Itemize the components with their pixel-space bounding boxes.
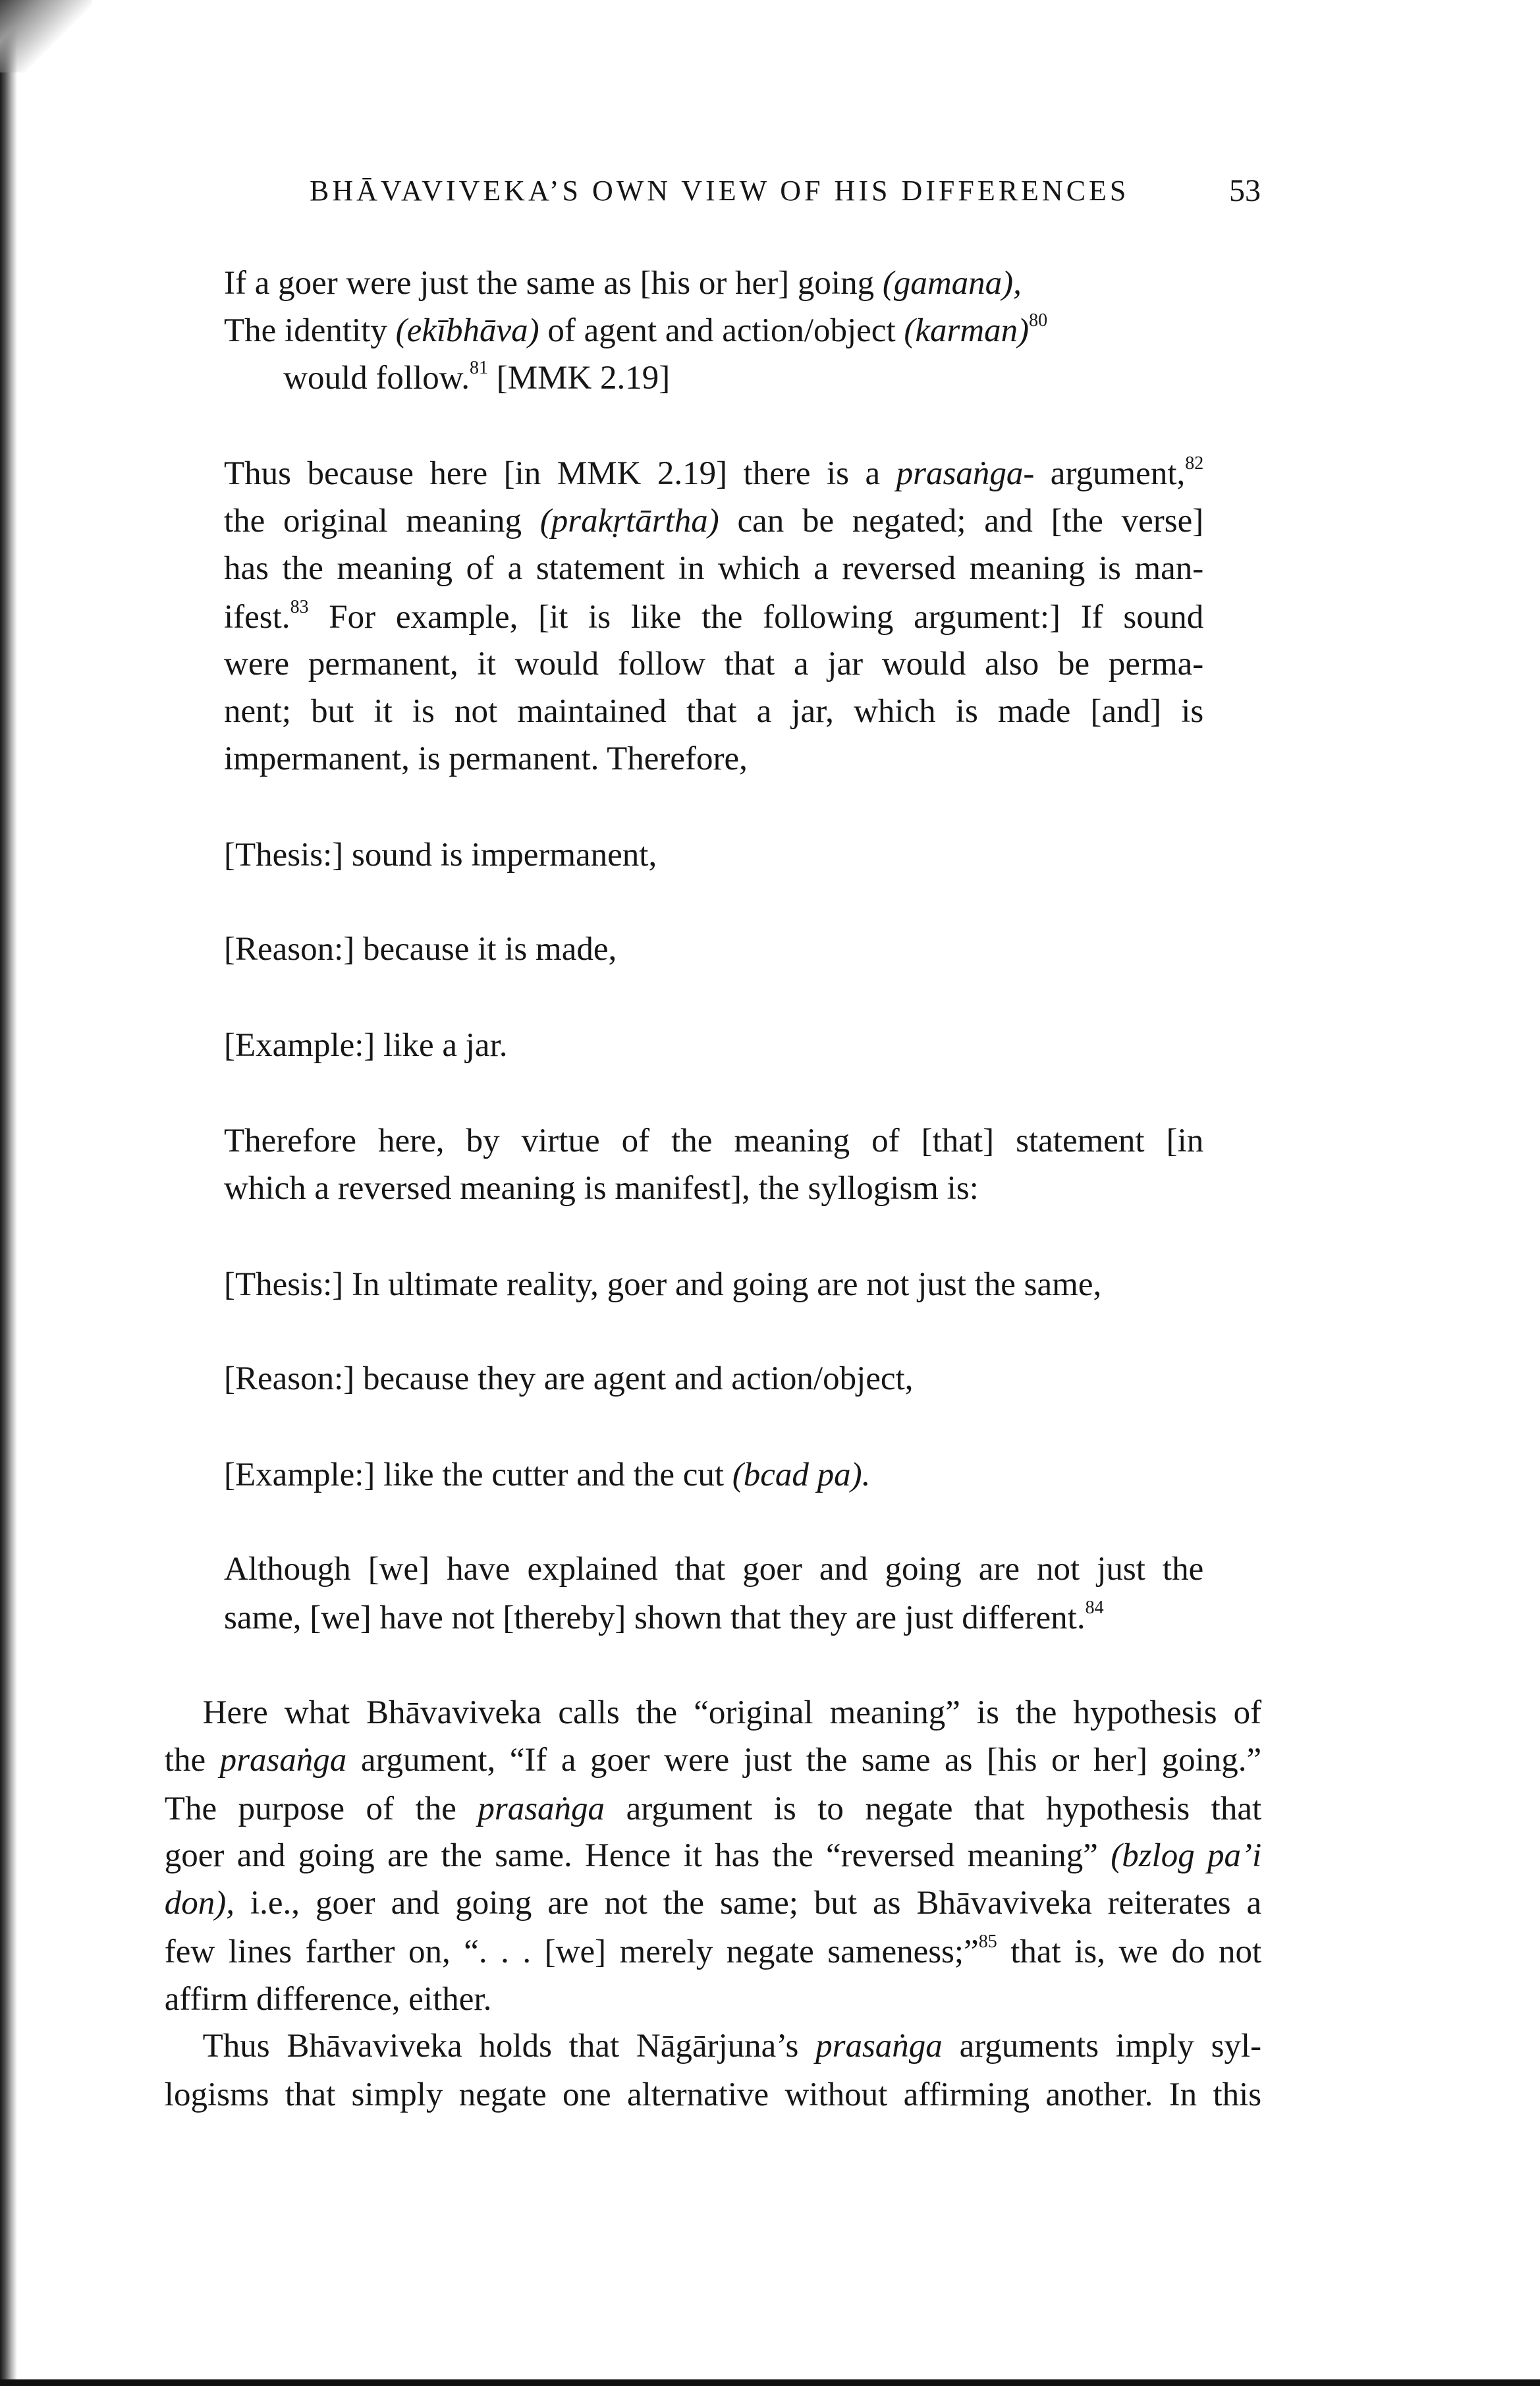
text-line (224, 447, 1203, 500)
text-line (165, 1829, 1261, 1882)
text-run: affirm difference, either. (164, 1980, 492, 2018)
italic-term: prasaṅga (219, 1741, 347, 1779)
text-run: argument, “If a goer were just the same as [his or her] going.” (346, 1741, 1262, 1779)
text-run: [Thesis:] In ultimate reality, goer and going are not just the same, (224, 1265, 1102, 1303)
text-line (165, 1926, 1261, 1978)
text-line (224, 1019, 508, 1072)
text-run: argument is to negate that hypothesis that (605, 1790, 1262, 1827)
text-run: argument, (1034, 455, 1186, 493)
italic-term: prasaṅga (478, 1790, 605, 1827)
text-run: [MMK 2.19] (488, 359, 671, 397)
italic-term: don), (164, 1884, 235, 1922)
text-line (224, 542, 1203, 595)
text-run: Thus because here [in MMK 2.19] there is a (224, 455, 896, 493)
footnote-marker: 83 (290, 596, 309, 617)
text-line (224, 1449, 870, 1501)
scan-bottom-edge (0, 2379, 1540, 2386)
text-run: were permanent, it would follow that a jar would also be perma- (224, 646, 1204, 683)
italic-term: prasaṅga- (896, 455, 1035, 493)
text-line (165, 1877, 1261, 1929)
italic-term: (karman) (904, 312, 1030, 349)
text-run: would follow. (283, 359, 470, 397)
footnote-marker: 80 (1029, 310, 1048, 331)
text-line (165, 1973, 492, 2026)
text-run: the (164, 1741, 220, 1779)
text-run: Although [we] have explained that goer and going are not just the (224, 1551, 1204, 1588)
text-line (224, 638, 1203, 690)
scan-corner-shadow (0, 0, 92, 72)
text-line (224, 304, 1047, 357)
text-run: few lines farther on, “. . . [we] merely negate sameness;” (164, 1933, 979, 1970)
italic-term: (bcad pa). (732, 1456, 871, 1493)
italic-term: (gamana), (882, 265, 1022, 302)
text-run: The purpose of the (164, 1790, 478, 1827)
text-run: Here what Bhāvaviveka calls the “original meaning” is the hypothesis of (202, 1694, 1262, 1731)
text-line (224, 495, 1203, 547)
page-number: 53 (1229, 173, 1261, 208)
text-run: If a goer were just the same as [his or her] going (224, 265, 883, 302)
text-run: [Thesis:] sound is impermanent, (224, 836, 657, 874)
footnote-marker: 81 (470, 357, 489, 378)
text-line (165, 1734, 1261, 1787)
running-header: BHĀVAVIVEKA’S OWN VIEW OF HIS DIFFERENCES (310, 175, 1130, 207)
text-line (224, 1592, 1104, 1644)
text-run: the original meaning (224, 503, 540, 540)
footnote-marker: 82 (1185, 453, 1204, 474)
footnote-marker: 84 (1085, 1597, 1104, 1619)
text-run: impermanent, is permanent. Therefore, (224, 740, 748, 777)
italic-term: (ekībhāva) (395, 312, 539, 349)
text-run: goer and going are the same. Hence it has the “reversed meaning” (164, 1837, 1111, 1875)
footnote-marker: 85 (978, 1931, 997, 1952)
text-run: Thus Bhāvaviveka holds that Nāgārjuna’s (202, 2028, 816, 2065)
text-run: i.e., goer and going are not the same; but as Bhāvaviveka reiterates a (234, 1884, 1262, 1922)
text-line (224, 591, 1203, 644)
scan-edge-shadow (0, 0, 17, 2386)
text-line (165, 2068, 1261, 2121)
text-line (203, 2020, 1262, 2072)
text-line (224, 1352, 913, 1405)
italic-term: prasaṅga (815, 2028, 943, 2065)
text-run: same, [we] have not [thereby] shown that they are just different. (224, 1599, 1086, 1637)
text-run: which a reversed meaning is manifest], the syllogism is: (224, 1170, 979, 1207)
text-line (283, 352, 670, 404)
text-run: ifest. (224, 598, 290, 636)
text-run: The identity (224, 312, 396, 349)
text-line (224, 1258, 1101, 1311)
text-line (165, 1783, 1261, 1835)
text-run: of agent and action/object (539, 312, 904, 349)
text-run: that is, we do not (997, 1933, 1262, 1970)
text-run: [Example:] like the cutter and the cut (224, 1456, 732, 1493)
text-run: has the meaning of a statement in which a reversed meaning is man- (224, 549, 1204, 587)
text-run: [Example:] like a jar. (224, 1026, 508, 1064)
text-run: nent; but it is not maintained that a jar, which is made [and] is (224, 693, 1204, 731)
text-line (224, 1162, 979, 1215)
text-run: can be negated; and [the verse] (719, 503, 1204, 540)
text-line (224, 685, 1203, 738)
text-line (224, 1543, 1203, 1595)
text-line (224, 829, 657, 881)
text-run: logisms that simply negate one alternative without affirming another. In this (164, 2076, 1262, 2114)
italic-term: (bzlog pa’i (1111, 1837, 1262, 1875)
text-run: For example, [it is like the following argument:] If sound (308, 598, 1204, 636)
text-line (224, 733, 748, 785)
text-line (203, 1686, 1262, 1739)
text-run: Therefore here, by virtue of the meaning of [that] statement [in (224, 1123, 1204, 1160)
text-run: [Reason:] because they are agent and action/object, (224, 1360, 914, 1398)
italic-term: (prakṛtārtha) (539, 503, 719, 540)
text-run: [Reason:] because it is made, (224, 930, 617, 968)
text-run: arguments imply syl- (942, 2028, 1262, 2065)
text-line (224, 257, 1022, 310)
text-line (224, 1115, 1203, 1167)
text-line (224, 923, 617, 976)
